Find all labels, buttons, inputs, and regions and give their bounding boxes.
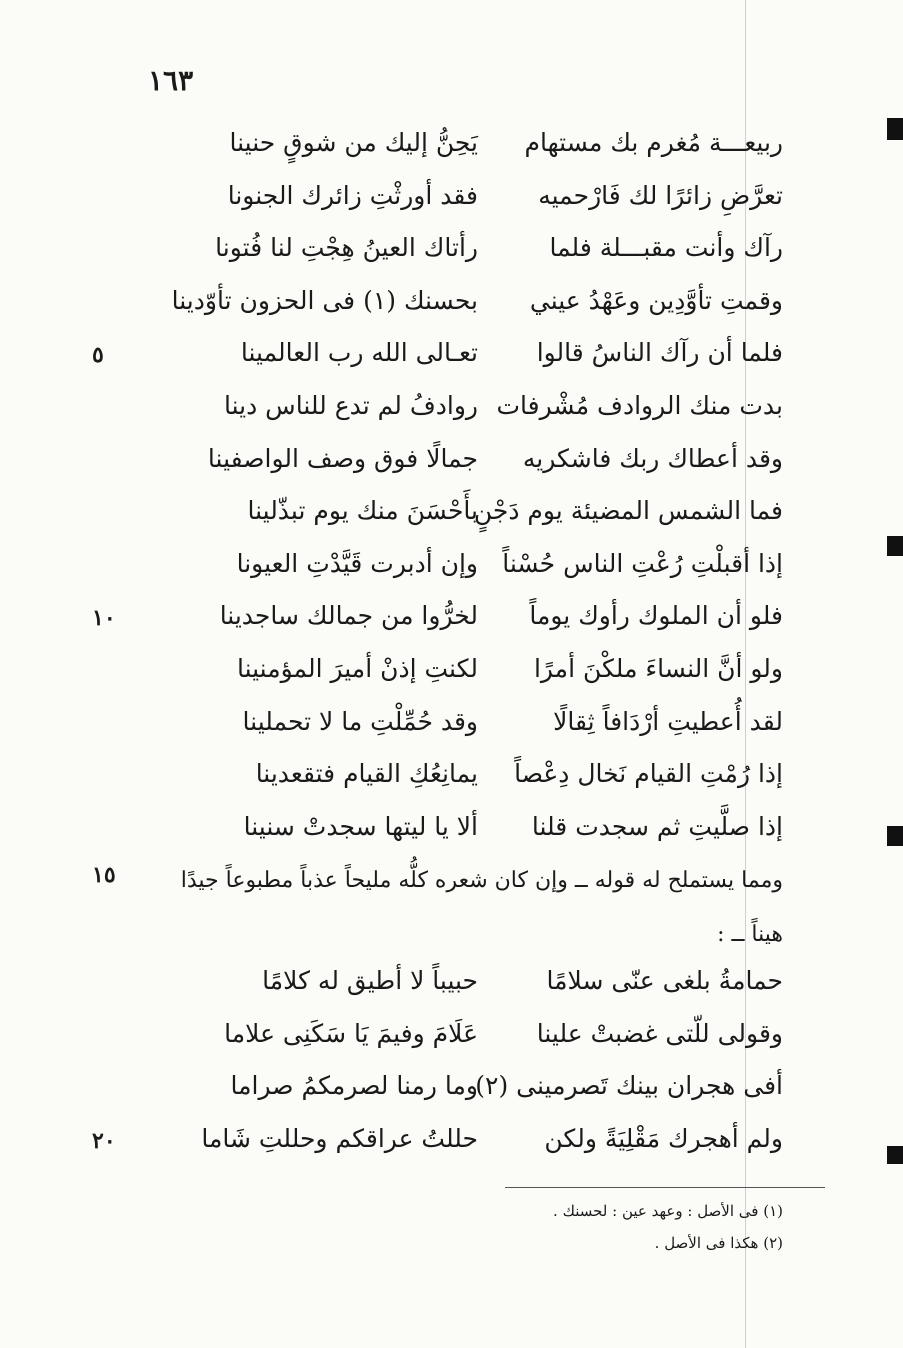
poem-line-second-half: لخرُّوا من جمالك ساجدينا xyxy=(219,601,478,631)
poem-line-first-half: إذا رُمْتِ القيام نَخال دِعْصاً xyxy=(514,759,783,789)
poem-line-first-half: إذا أقبلْتِ رُعْتِ الناس حُسْناً xyxy=(502,548,783,578)
poem-line-first-half: وقمتِ تأوَّدِين وعَهْدُ عيني xyxy=(529,285,783,315)
poem-line-second-half: وما رمنا لصرمكمُ صراما xyxy=(230,1071,478,1101)
poem-line-second-half: فقد أورثْتِ زائرك الجنونا xyxy=(227,180,478,210)
binding-mark xyxy=(887,536,903,556)
poem-line-first-half: إذا صلَّيتِ ثم سجدت قلنا xyxy=(531,811,783,841)
line-number: ١٠ xyxy=(92,605,116,632)
binding-mark xyxy=(887,118,903,140)
poem-line-second-half: يَحِنُّ إليك من شوقٍ حنينا xyxy=(229,128,478,157)
binding-mark xyxy=(887,1146,903,1164)
poem-line-second-half: روادفُ لم تدع للناس دينا xyxy=(223,391,478,420)
poem-line-second-half: بأَحْسَنَ منك يوم تبذّلينا xyxy=(247,496,478,526)
line-number: ١٥ xyxy=(92,862,116,888)
footnote-rule xyxy=(505,1187,825,1188)
poem-line-second-half: تعـالى الله رب العالمينا xyxy=(240,338,478,368)
poem-line-first-half: لقد أُعطيتِ أرْدَافاً ثِقالًا xyxy=(553,706,783,736)
poem-line-first-half: وقد أعطاك ربك فاشكريه xyxy=(522,443,783,473)
poem-line-second-half: بحسنك (١) فى الحزون تأوّدينا xyxy=(171,285,478,315)
line-number: ٢٠ xyxy=(92,1127,116,1154)
footnote: (١) فى الأصل : وعهد عين : لحسنك . xyxy=(553,1202,783,1220)
poem-line-second-half: وقد حُمِّلْتِ ما لا تحملينا xyxy=(242,706,478,736)
poem-line-first-half: تعرَّضِ زائرًا لك فَارْحميه xyxy=(538,180,783,210)
poem-line-first-half: أفى هجران بينك تَصرمينى (٢) xyxy=(475,1071,783,1101)
prose-line: هيناً ــ : xyxy=(717,922,783,947)
poem-line-first-half: رآك وأنت مقبـــلة فلما xyxy=(549,233,783,263)
line-number: ٥ xyxy=(92,342,104,369)
poem-line-first-half: وقولى للّتى غضبتْ علينا xyxy=(536,1018,783,1048)
binding-mark xyxy=(887,826,903,846)
poem-line-first-half: فلو أن الملوك رأوك يوماً xyxy=(529,601,783,631)
poem-line-first-half: بدت منك الروادف مُشْرفات xyxy=(496,391,783,420)
poem-line-second-half: رأتاك العينُ هِجْتِ لنا فُتونا xyxy=(215,233,478,263)
poem-line-first-half: فما الشمس المضيئة يوم دَجْنٍ xyxy=(473,496,783,526)
poem-line-first-half: ولو أنَّ النساءَ ملكْنَ أمرًا xyxy=(533,654,783,683)
poem-line-first-half: ولم أهجرك مَقْلِيَةً ولكن xyxy=(544,1123,783,1153)
prose-line: ومما يستملح له قوله ــ وإن كان شعره كلُّه مليحاً عذباً مطبوعاً جيدًا xyxy=(180,868,783,893)
poem-line-second-half: يمانِعُكِ القيام فتقعدينا xyxy=(255,759,478,789)
poem-line-second-half: لكنتِ إذنْ أميرَ المؤمنينا xyxy=(236,654,478,683)
poem-line-second-half: حللتُ عراقكم وحللتِ شَاما xyxy=(201,1123,478,1153)
poem-line-second-half: ألا يا ليتها سجدتْ سنينا xyxy=(243,811,478,841)
poem-line-first-half: ربيعـــة مُغرم بك مستهام xyxy=(524,128,783,157)
poem-line-first-half: حمامةُ بلغى عنّى سلامًا xyxy=(546,966,783,995)
poem-line-second-half: جمالًا فوق وصف الواصفينا xyxy=(207,443,478,473)
poem-line-second-half: حبيباً لا أطيق له كلامًا xyxy=(262,966,478,995)
poem-line-first-half: فلما أن رآك الناسُ قالوا xyxy=(536,338,783,368)
poem-line-second-half: وإن أدبرت قَيَّدْتِ العيونا xyxy=(236,548,478,578)
poem-line-second-half: عَلَامَ وفيمَ يَا سَكَنِى علاما xyxy=(224,1018,478,1048)
page-number: ١٦٣ xyxy=(148,64,194,97)
footnote: (٢) هكذا فى الأصل . xyxy=(654,1234,783,1252)
